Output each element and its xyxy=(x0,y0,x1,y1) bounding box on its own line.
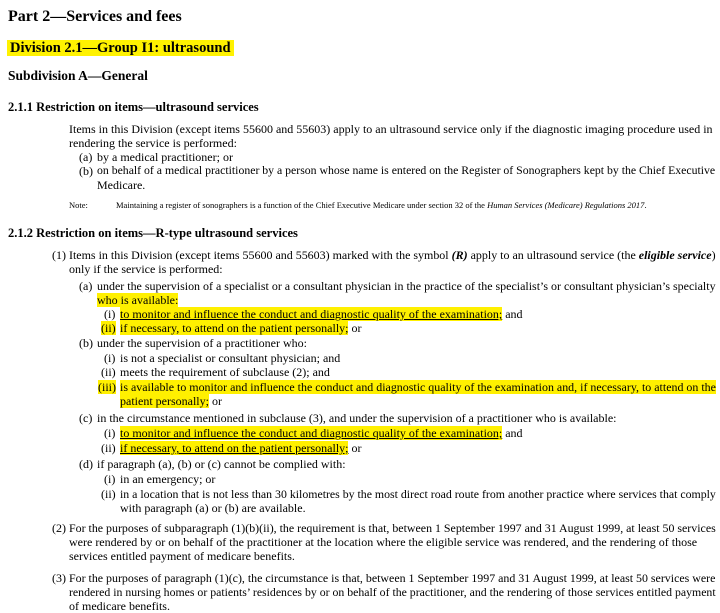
division-title xyxy=(7,39,234,57)
para-a-ii xyxy=(120,321,361,335)
para-c-ii-label: (ii) xyxy=(101,441,116,455)
subclause-2-label: (2) xyxy=(52,521,66,535)
para-a-i-label: (i) xyxy=(104,307,116,321)
eligible-service-term: eligible service xyxy=(638,248,712,262)
para-b-iii-text-line2: patient personally; xyxy=(120,394,209,408)
para-d-i-label: (i) xyxy=(104,472,116,486)
part-title: Part 2—Services and fees xyxy=(8,8,182,25)
section-211-a-label: (a) xyxy=(79,150,93,164)
para-c-i-text: to monitor and influence the conduct and diagnostic quality of the examination; xyxy=(120,426,503,440)
section-211-intro-line1: Items in this Division (except items 55600 and 55603) apply to an ultrasound service only if the diagnostic imaging procedure used in xyxy=(69,122,713,136)
para-c-text: in the circumstance mentioned in subclause (3), and under the supervision of a practitioner who is available: xyxy=(97,411,617,425)
para-d-text: if paragraph (a), (b) or (c) cannot be complied with: xyxy=(97,457,346,471)
para-d-i-text: in an emergency; or xyxy=(120,472,216,486)
para-b-iii-line2 xyxy=(120,394,222,408)
section-212-heading: 2.1.2 Restriction on items—R-type ultrasound services xyxy=(8,226,298,240)
division-title-text: Division 2.1—Group I1: ultrasound xyxy=(7,40,234,56)
para-d-label: (d) xyxy=(79,457,93,471)
subclause-2-line1: For the purposes of subparagraph (1)(b)(ii), the requirement is that, between 1 September 1997 and 31 August 1999, at least 50 services xyxy=(69,521,716,535)
para-b-iii-label xyxy=(98,380,116,394)
note-end: . xyxy=(644,200,647,210)
section-211-b-text-line1: on behalf of a medical practitioner by a person whose name is entered on the Register of Sonographers kept by the Chief Executive xyxy=(97,164,716,177)
para-a-ii-label-text: (ii) xyxy=(101,321,116,335)
subclause-3-line2: rendered in nursing homes or patients’ residences by or on behalf of the practitioner, and the rendering of those services entitled payment xyxy=(69,585,716,599)
subclause-3-line3: of medicare benefits. xyxy=(69,599,170,613)
section-211-heading: 2.1.1 Restriction on items—ultrasound services xyxy=(8,100,259,114)
para-a-ii-text: if necessary, to attend on the patient personally; xyxy=(120,321,349,335)
r-symbol: (R) xyxy=(451,248,468,262)
para-b-i-label: (i) xyxy=(104,351,116,365)
para-b-ii-label: (ii) xyxy=(101,365,116,379)
section-211-intro-line2: rendering the service is performed: xyxy=(69,136,237,150)
para-c-label: (c) xyxy=(79,411,93,425)
section-211-note-label: Note: xyxy=(69,200,88,210)
para-c-ii-text: if necessary, to attend on the patient personally; xyxy=(120,441,349,455)
para-d-ii-line1: in a location that is not less than 30 kilometres by the most direct road route from another practice where services that comply xyxy=(120,487,716,501)
para-c-ii-end: or xyxy=(348,441,362,455)
para-b-label: (b) xyxy=(79,336,93,350)
subclause-1-line2: only if the service is performed: xyxy=(69,262,223,276)
subclause-1-line1 xyxy=(69,248,716,262)
note-regulation-title: Human Services (Medicare) Regulations 2017 xyxy=(487,200,645,210)
para-b-iii-end: or xyxy=(208,394,222,408)
subclause-2-line3: services entitled payment of medicare benefits. xyxy=(69,549,295,563)
section-211-a-text: by a medical practitioner; or xyxy=(97,150,233,164)
para-a-line2-text: who is available: xyxy=(97,293,179,307)
subclause-1-text-a: Items in this Division (except items 55600 and 55603) marked with the symbol xyxy=(69,248,449,262)
para-b-i-text: is not a specialist or consultant physician; and xyxy=(120,351,341,365)
para-c-i-label: (i) xyxy=(104,426,116,440)
section-211-b-label: (b) xyxy=(79,164,93,178)
para-a-ii-label xyxy=(101,321,116,335)
subclause-1-text-b: apply to an ultrasound service (the xyxy=(470,248,636,262)
subclause-1-label: (1) xyxy=(52,248,66,262)
para-d-ii-line2: with paragraph (a) or (b) are available. xyxy=(120,501,306,515)
para-b-iii-label-text: (iii) xyxy=(98,380,116,394)
para-c-ii xyxy=(120,441,361,455)
subclause-3-label: (3) xyxy=(52,571,66,585)
para-a-line1: under the supervision of a specialist or a consultant physician in the practice of the specialist’s or consultant physician’s specialty xyxy=(97,279,716,293)
para-b-iii-text-line1: is available to monitor and influence the conduct and diagnostic quality of the examination and, if necessary, to attend on the xyxy=(120,380,716,394)
para-c-i xyxy=(120,426,523,440)
para-a-i xyxy=(120,307,523,321)
para-b-text: under the supervision of a practitioner who: xyxy=(97,336,307,350)
note-text: Maintaining a register of sonographers is a function of the Chief Executive Medicare under section 32 of the xyxy=(116,200,485,210)
para-a-label: (a) xyxy=(79,279,93,293)
subclause-2-line2: were rendered by or on behalf of the practitioner at the location where the eligible service was rendered, and the rendering of those xyxy=(69,535,698,549)
para-a-i-end: and xyxy=(502,307,523,321)
subdivision-title: Subdivision A—General xyxy=(8,68,148,83)
section-211-b-text-line2: Medicare. xyxy=(97,178,146,192)
para-a-line2 xyxy=(97,293,178,307)
para-b-ii-text: meets the requirement of subclause (2); and xyxy=(120,365,330,379)
para-a-i-text: to monitor and influence the conduct and diagnostic quality of the examination; xyxy=(120,307,503,321)
para-a-ii-end: or xyxy=(348,321,362,335)
section-211-note xyxy=(116,200,647,211)
subclause-3-line1: For the purposes of paragraph (1)(c), the circumstance is that, between 1 September 1997 and 31 August 1999, at least 50 services were xyxy=(69,571,716,585)
para-c-i-end: and xyxy=(502,426,523,440)
subclause-1-text-c: ) xyxy=(711,248,716,262)
para-d-ii-label: (ii) xyxy=(101,487,116,501)
para-b-iii-line1 xyxy=(120,380,716,394)
